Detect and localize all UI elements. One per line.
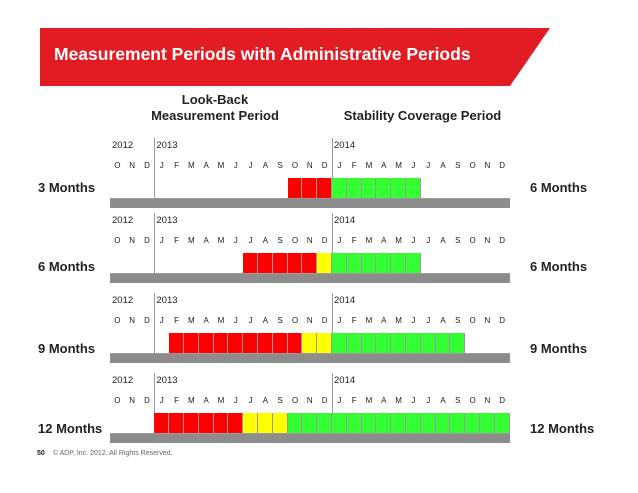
stability-cell [480,413,495,433]
stability-cell [436,333,451,353]
month-label: D [499,161,506,170]
month-label: O [469,236,476,245]
month-label: J [411,316,416,325]
stability-cell [421,413,436,433]
month-label: J [426,236,431,245]
month-label: D [321,236,328,245]
year-label: 2012 [112,295,134,306]
month-label: J [337,396,342,405]
month-label: J [426,396,431,405]
stability-cell [302,413,317,433]
month-label: O [469,396,476,405]
gray-band [110,199,510,208]
month-label: J [159,316,164,325]
month-label: J [411,396,416,405]
month-label: M [395,236,402,245]
measurement-cell [273,333,288,353]
year-label: 2013 [156,375,178,386]
measurement-cell [288,178,303,198]
stability-cell [332,178,347,198]
year-label: 2014 [334,375,356,386]
month-label: J [159,161,164,170]
administrative-cell [243,413,258,433]
lookback-line1: Look-Back [181,92,249,107]
month-label: O [291,396,299,405]
month-label: D [144,236,150,245]
month-label: D [499,236,506,245]
month-label: J [159,396,164,405]
stability-cell [391,333,406,353]
stability-cell [391,178,406,198]
month-label: M [188,316,195,325]
month-label: M [188,236,195,245]
measurement-cell [199,413,214,433]
administrative-cell [258,413,273,433]
measurement-cell [273,253,288,273]
month-label: A [262,316,269,325]
month-label: D [499,396,506,405]
month-label: A [381,316,387,325]
month-label: J [248,236,253,245]
gray-band [110,434,510,443]
month-label: A [262,236,269,245]
month-label: O [114,396,121,405]
month-label: D [321,396,328,405]
month-label: N [306,236,313,245]
month-label: M [365,161,373,170]
measurement-cell [302,253,317,273]
month-label: N [484,236,491,245]
stability-cell [376,178,391,198]
month-label: S [455,236,461,245]
month-label: J [248,316,253,325]
stability-cell [347,333,362,353]
administrative-cell [302,333,317,353]
month-label: A [381,236,387,245]
measurement-cell [199,333,214,353]
month-label: M [217,316,225,325]
month-label: N [129,396,136,405]
measurement-cell [228,333,243,353]
year-label: 2012 [112,215,134,226]
stability-length-label: 6 Months [530,259,588,274]
measurement-cell [243,253,258,273]
stability-cell [347,253,362,273]
month-label: S [455,396,461,405]
measurement-cell [184,333,199,353]
month-label: J [248,396,253,405]
month-label: O [114,316,121,325]
year-label: 2014 [334,215,356,226]
month-label: J [337,161,342,170]
gray-band [110,354,510,363]
month-label: S [277,316,283,325]
year-label: 2014 [334,295,356,306]
stability-cell [391,413,406,433]
month-label: M [395,396,402,405]
month-label: F [174,396,180,405]
month-label: O [291,236,299,245]
stability-length-label: 12 Months [530,421,595,436]
timeline-panel [110,293,510,363]
month-label: F [174,236,180,245]
measurement-cell [214,333,229,353]
month-label: F [351,161,357,170]
lookback-header [140,92,290,124]
measurement-cell [288,253,303,273]
month-label: J [337,316,342,325]
month-label: A [203,236,209,245]
stability-header: Stability Coverage Period [343,108,502,123]
month-label: F [351,236,357,245]
stability-cell [376,333,391,353]
month-label: D [321,316,328,325]
stability-cell [362,253,377,273]
stability-cell [332,413,347,433]
month-label: M [365,396,373,405]
month-label: D [144,316,150,325]
measurement-cell [258,333,273,353]
month-label: N [129,236,136,245]
lookback-line2: Measurement Period [151,108,279,123]
month-label: A [440,161,446,170]
month-label: S [277,236,283,245]
timeline-panel [110,213,510,283]
month-label: A [381,396,387,405]
administrative-cell [317,253,332,273]
month-label: O [291,161,299,170]
administrative-cell [317,333,332,353]
stability-cell [317,413,332,433]
year-label: 2013 [156,295,178,306]
measurement-cell [214,413,229,433]
month-label: A [203,396,209,405]
month-label: M [365,316,373,325]
month-label: N [129,161,136,170]
month-label: O [469,161,476,170]
measurement-cell [317,178,332,198]
administrative-cell [273,413,288,433]
stability-cell [362,333,377,353]
measurement-cell [243,333,258,353]
month-label: O [291,316,299,325]
stability-cell [450,413,465,433]
month-label: M [395,316,402,325]
footer [37,450,173,457]
year-label: 2014 [334,140,356,151]
stability-cell [347,413,362,433]
measurement-cell [302,178,317,198]
month-label: A [262,396,269,405]
measurement-cell [288,333,303,353]
measurement-cell [169,413,184,433]
stability-cell [391,253,406,273]
stability-cell [465,413,480,433]
month-label: J [233,236,238,245]
stability-cell [347,178,362,198]
month-label: A [381,161,387,170]
stability-cell [406,333,421,353]
month-label: M [395,161,402,170]
month-label: D [144,396,150,405]
stability-cell [436,413,451,433]
stability-cell [332,333,347,353]
stability-cell [421,333,436,353]
lookback-length-label: 12 Months [38,421,103,436]
month-label: S [277,161,283,170]
month-label: S [455,161,461,170]
month-label: A [440,316,446,325]
copyright: © ADP, Inc. 2012. All Rights Reserved. [52,450,173,457]
lookback-length-label: 3 Months [38,180,96,195]
page-title: Measurement Periods with Administrative Periods [54,44,471,64]
gray-band [110,274,510,283]
month-label: J [233,161,238,170]
month-label: N [306,316,313,325]
month-label: D [499,316,506,325]
timeline-panel [110,373,510,443]
year-label: 2012 [112,140,134,151]
stability-cell [406,413,421,433]
stability-cell [288,413,303,433]
year-label: 2013 [156,140,178,151]
month-label: J [411,161,416,170]
month-label: A [440,396,446,405]
month-label: J [248,161,253,170]
stability-cell [495,413,510,433]
stability-cell [406,253,421,273]
month-label: N [306,161,313,170]
stability-cell [332,253,347,273]
month-label: F [174,316,180,325]
month-label: O [469,316,476,325]
measurement-cell [154,413,169,433]
year-label: 2012 [112,375,134,386]
month-label: J [411,236,416,245]
stability-cell [362,178,377,198]
month-label: D [321,161,328,170]
month-label: A [203,161,209,170]
month-label: J [159,236,164,245]
stability-length-label: 9 Months [530,341,588,356]
measurement-cell [228,413,243,433]
page-number: 50 [37,450,45,457]
year-label: 2013 [156,215,178,226]
month-label: J [426,316,431,325]
timeline-panel [110,138,510,208]
month-label: D [144,161,150,170]
month-label: N [484,396,491,405]
month-label: F [351,396,357,405]
stability-length-label: 6 Months [530,180,588,195]
month-label: S [277,396,283,405]
stability-cell [406,178,421,198]
month-label: A [203,316,209,325]
month-label: J [426,161,431,170]
month-label: O [114,236,121,245]
month-label: N [129,316,136,325]
lookback-length-label: 6 Months [38,259,96,274]
month-label: N [306,396,313,405]
month-label: N [484,316,491,325]
month-label: J [233,396,238,405]
stability-cell [450,333,465,353]
month-label: M [188,161,195,170]
measurement-cell [169,333,184,353]
lookback-length-label: 9 Months [38,341,96,356]
month-label: N [484,161,491,170]
stability-cell [362,413,377,433]
month-label: M [188,396,195,405]
month-label: J [233,316,238,325]
measurement-cell [258,253,273,273]
measurement-cell [184,413,199,433]
month-label: J [337,236,342,245]
month-label: A [262,161,269,170]
stability-cell [376,253,391,273]
month-label: M [217,236,225,245]
title-banner [40,28,550,86]
month-label: M [365,236,373,245]
month-label: M [217,396,225,405]
month-label: O [114,161,121,170]
month-label: M [217,161,225,170]
month-label: F [351,316,357,325]
month-label: S [455,316,461,325]
month-label: A [440,236,446,245]
stability-cell [376,413,391,433]
month-label: F [174,161,180,170]
